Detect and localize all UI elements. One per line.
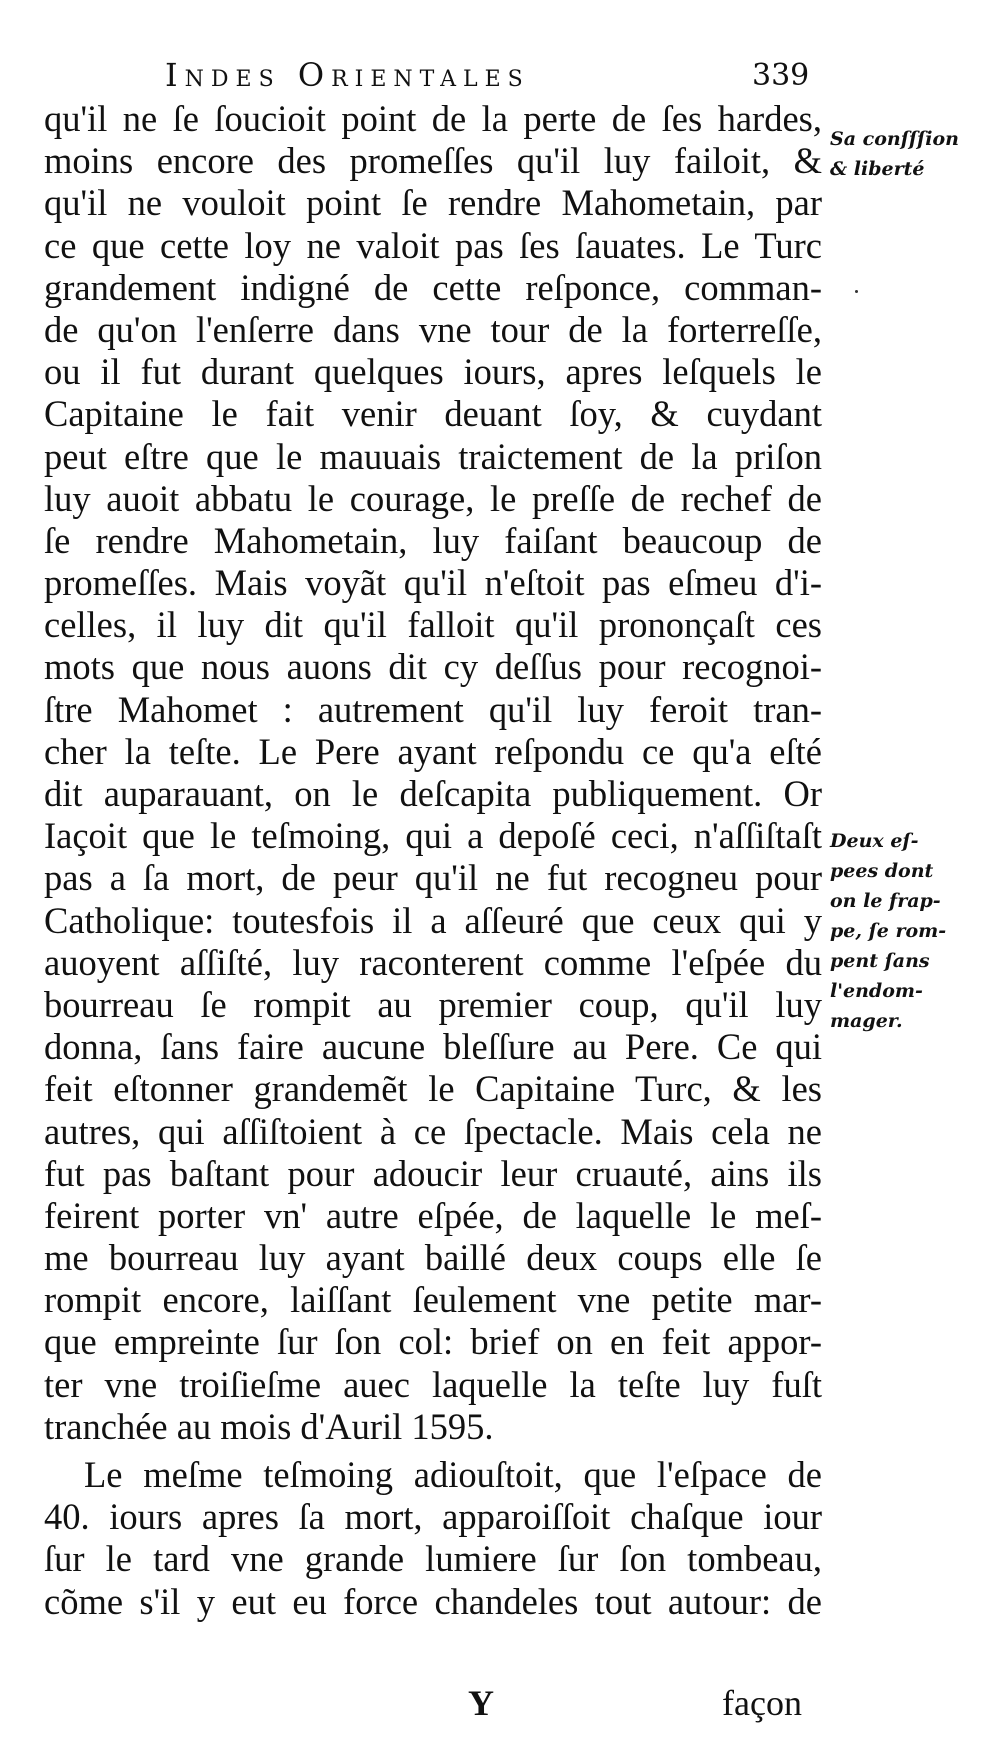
margin-note-confession (830, 124, 959, 184)
margin-note-line: pent ſans (830, 950, 930, 972)
text-line: fut pas baſtant pour adoucir leur cruauté, ains ils (44, 1152, 822, 1194)
text-line: qu'il ne ſe ſoucioit point de la perte de ſes hardes, (44, 98, 822, 139)
margin-note-line: Sa conſſſion (830, 128, 959, 150)
signature-mark: Y (468, 1683, 494, 1723)
text-line: grandement indigné de cette reſponce, comman- (44, 266, 822, 308)
text-line: que empreinte ſur ſon col: brief on en feit appor- (44, 1321, 822, 1363)
ink-speck (855, 290, 858, 293)
text-line: feirent porter vn' autre eſpée, de laquelle le meſ- (44, 1194, 822, 1236)
running-title: Indes Orientales (165, 56, 530, 94)
text-line: peut eſtre que le mauuais traictement de la priſon (44, 435, 822, 477)
text-line: ſtre Mahomet : autrement qu'il luy feroit tran- (44, 688, 822, 730)
text-line-paragraph-start: Le meſme teſmoing adiouſtoit, que l'eſpace de (84, 1454, 822, 1495)
text-line: ou il fut durant quelques iours, apres leſquels le (44, 351, 822, 393)
text-line: ter vne troiſieſme auec laquelle la teſte luy fuſt (44, 1363, 822, 1405)
body-text (44, 98, 822, 1623)
text-line: 40. iours apres ſa mort, apparoiſſoit chaſque iour (44, 1496, 822, 1538)
text-line: moins encore des promeſſes qu'il luy failoit, & (44, 140, 822, 182)
text-line: auoyent aſſiſté, luy raconterent comme l'eſpée du (44, 941, 822, 983)
margin-note-line: Deux eſ- (830, 830, 919, 852)
text-line-paragraph-end: tranchée au mois d'Auril 1595. (44, 1405, 494, 1447)
text-line: feit eſtonner grandemẽt le Capitaine Turc, & les (44, 1068, 822, 1110)
text-line: cher la teſte. Le Pere ayant reſpondu ce qu'a eſté (44, 730, 822, 772)
text-line: donna, ſans faire aucune bleſſure au Pere. Ce qui (44, 1026, 822, 1068)
margin-note-line: on le frap- (830, 890, 941, 912)
text-line: Capitaine le fait venir deuant ſoy, & cuydant (44, 393, 822, 435)
text-line: mots que nous auons dit cy deſſus pour recognoi- (44, 646, 822, 688)
text-line: promeſſes. Mais voyãt qu'il n'eſtoit pas eſmeu d'i- (44, 562, 822, 604)
text-line: cõme s'il y eut eu force chandeles tout autour: de (44, 1580, 822, 1622)
text-line: Catholique: toutesfois il a aſſeuré que ceux qui y (44, 899, 822, 941)
text-line: bourreau ſe rompit au premier coup, qu'il luy (44, 983, 822, 1025)
text-line: autres, qui aſſiſtoient à ce ſpectacle. Mais cela ne (44, 1110, 822, 1152)
margin-note-line: & liberté (830, 158, 925, 180)
margin-note-line: l'endom- (830, 980, 923, 1002)
text-line: qu'il ne vouloit point ſe rendre Mahometain, par (44, 182, 822, 224)
page-number: 339 (752, 58, 810, 93)
text-line: ſur le tard vne grande lumiere ſur ſon tombeau, (44, 1538, 822, 1580)
text-line: Iaçoit que le teſmoing, qui a depoſé ceci, n'aſſiſtaſt (44, 815, 822, 857)
text-line: de qu'on l'enſerre dans vne tour de la forterreſſe, (44, 308, 822, 350)
text-line: rompit encore, laiſſant ſeulement vne petite mar- (44, 1279, 822, 1321)
text-line: ſe rendre Mahometain, luy faiſant beaucoup de (44, 519, 822, 561)
text-line: luy auoit abbatu le courage, le preſſe de rechef de (44, 477, 822, 519)
text-line: me bourreau luy ayant baillé deux coups elle ſe (44, 1237, 822, 1279)
text-line: ce que cette loy ne valoit pas ſes ſauates. Le Turc (44, 224, 822, 266)
margin-note-line: pe, ſe rom- (830, 920, 947, 942)
margin-note-line: mager. (830, 1010, 903, 1032)
text-line: celles, il luy dit qu'il falloit qu'il prononçaſt ces (44, 604, 822, 646)
text-line: pas a ſa mort, de peur qu'il ne fut recogneu pour (44, 857, 822, 899)
margin-note-line: pees dont (830, 860, 934, 882)
margin-note-swords (830, 826, 946, 1036)
text-line: dit auparauant, on le deſcapita publiquement. Or (44, 773, 822, 814)
catchword: façon (722, 1683, 802, 1723)
